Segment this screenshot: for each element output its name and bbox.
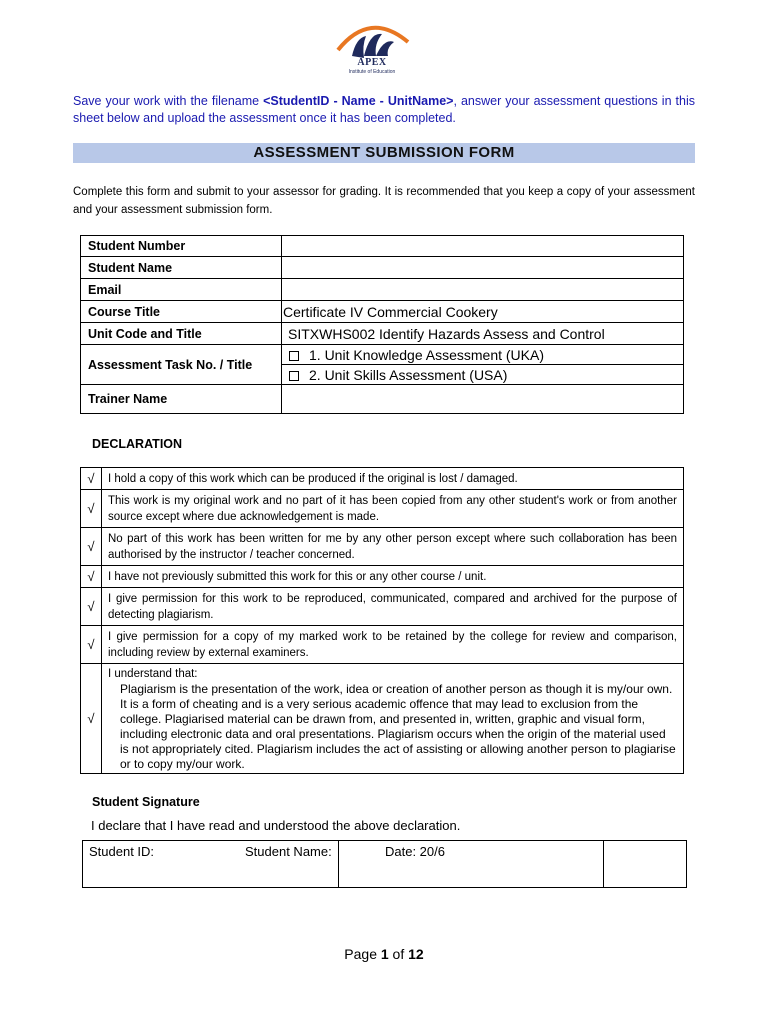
task-option-usa[interactable]: 2. Unit Skills Assessment (USA) [282,365,684,385]
student-name-label: Student Name [81,257,282,279]
date-cell[interactable] [339,841,604,888]
tick-icon: √ [81,490,102,528]
tick-icon: √ [81,468,102,490]
date-label: Date: 20/6 [385,844,445,859]
student-id-label: Student ID: [89,844,155,859]
declaration-item: I give permission for a copy of my marked work to be retained by the college for review and comparison, including review by external examiners. [102,626,684,664]
plagiarism-definition: Plagiarism is the presentation of the work, idea or creation of another person as though it is my/our own. It is a form of cheating and is a very serious academic offence that may lead to exclusion from the college. Plagiarised material can be drawn from, and presented in, written, graphic and visual form, including electronic data and oral presentations. Plagiarism occurs when the origin of the material used is not appropriately cited. Plagiarism includes the act of assisting or allowing another person to plagiarise or to copy my/our work. [120,681,676,771]
declaration-item: I hold a copy of this work which can be produced if the original is lost / damaged. [102,468,684,490]
signature-statement: I declare that I have read and understood the above declaration. [91,818,461,833]
current-page: 1 [380,946,389,962]
trainer-field[interactable] [282,385,684,414]
form-title: ASSESSMENT SUBMISSION FORM [253,144,515,161]
declaration-row [81,468,684,490]
logo-name: APEX [357,57,387,68]
declaration-item: This work is my original work and no part of it has been copied from any other student's work or from another source except where due acknowledgement is made. [102,490,684,528]
trainer-label: Trainer Name [81,385,282,414]
declaration-row [81,566,684,588]
tick-icon: √ [81,588,102,626]
plagiarism-statement [102,664,684,774]
declaration-item: I give permission for this work to be reproduced, communicated, compared and archived for the purpose of detecting plagiarism. [102,588,684,626]
student-id-cell[interactable] [83,841,339,888]
unit-label: Unit Code and Title [81,323,282,345]
signature-heading: Student Signature [92,795,200,809]
row-trainer [81,385,684,414]
unit-value[interactable]: SITXWHS002 Identify Hazards Assess and Control [282,323,684,345]
tick-icon: √ [81,664,102,774]
row-task-1 [81,345,684,365]
row-course-title [81,301,684,323]
declaration-row [81,588,684,626]
row-student-name [81,257,684,279]
email-field[interactable] [282,279,684,301]
declaration-row [81,490,684,528]
checkbox-icon[interactable] [289,351,299,361]
task-label: Assessment Task No. / Title [81,345,282,385]
logo-subtitle: Institute of Education [348,69,396,75]
understand-intro: I understand that: [108,667,198,680]
intro-text: Save your work with the filename <StudentID - Name - UnitName>, answer your assessment questions in this sheet below and upload the assessment once it has been completed. [73,94,696,125]
tick-icon: √ [81,626,102,664]
course-title-label: Course Title [81,301,282,323]
declaration-row [81,528,684,566]
tick-icon: √ [81,528,102,566]
declaration-item: No part of this work has been written for me by any other person except where such collaboration has been authorised by the instructor / teacher concerned. [102,528,684,566]
email-label: Email [81,279,282,301]
declaration-heading: DECLARATION [92,437,183,451]
task-option-uka[interactable]: 1. Unit Knowledge Assessment (UKA) [282,345,684,365]
tick-icon: √ [81,566,102,588]
student-name-sig-label: Student Name: [245,844,332,859]
row-email [81,279,684,301]
total-pages: 12 [408,946,424,962]
row-student-number [81,236,684,257]
row-unit [81,323,684,345]
declaration-row [81,626,684,664]
instructions: Complete this form and submit to your assessor for grading. It is recommended that you keep a copy of your assessment and your assessment submission form. [73,186,695,216]
student-number-field[interactable] [282,236,684,257]
signature-table [82,840,687,888]
signature-cell[interactable] [604,841,687,888]
student-number-label: Student Number [81,236,282,257]
declaration-table [80,467,684,774]
filename-format: <StudentID - Name - UnitName> [263,94,454,108]
declaration-item: I have not previously submitted this work for this or any other course / unit. [102,566,684,588]
page-number: Page 1 of 12 [344,946,424,962]
student-info-table [80,235,684,414]
student-name-field[interactable] [282,257,684,279]
declaration-row-plagiarism [81,664,684,774]
course-title-value[interactable]: Certificate IV Commercial Cookery [282,301,684,323]
checkbox-icon[interactable] [289,371,299,381]
form-title-bar [73,143,695,163]
